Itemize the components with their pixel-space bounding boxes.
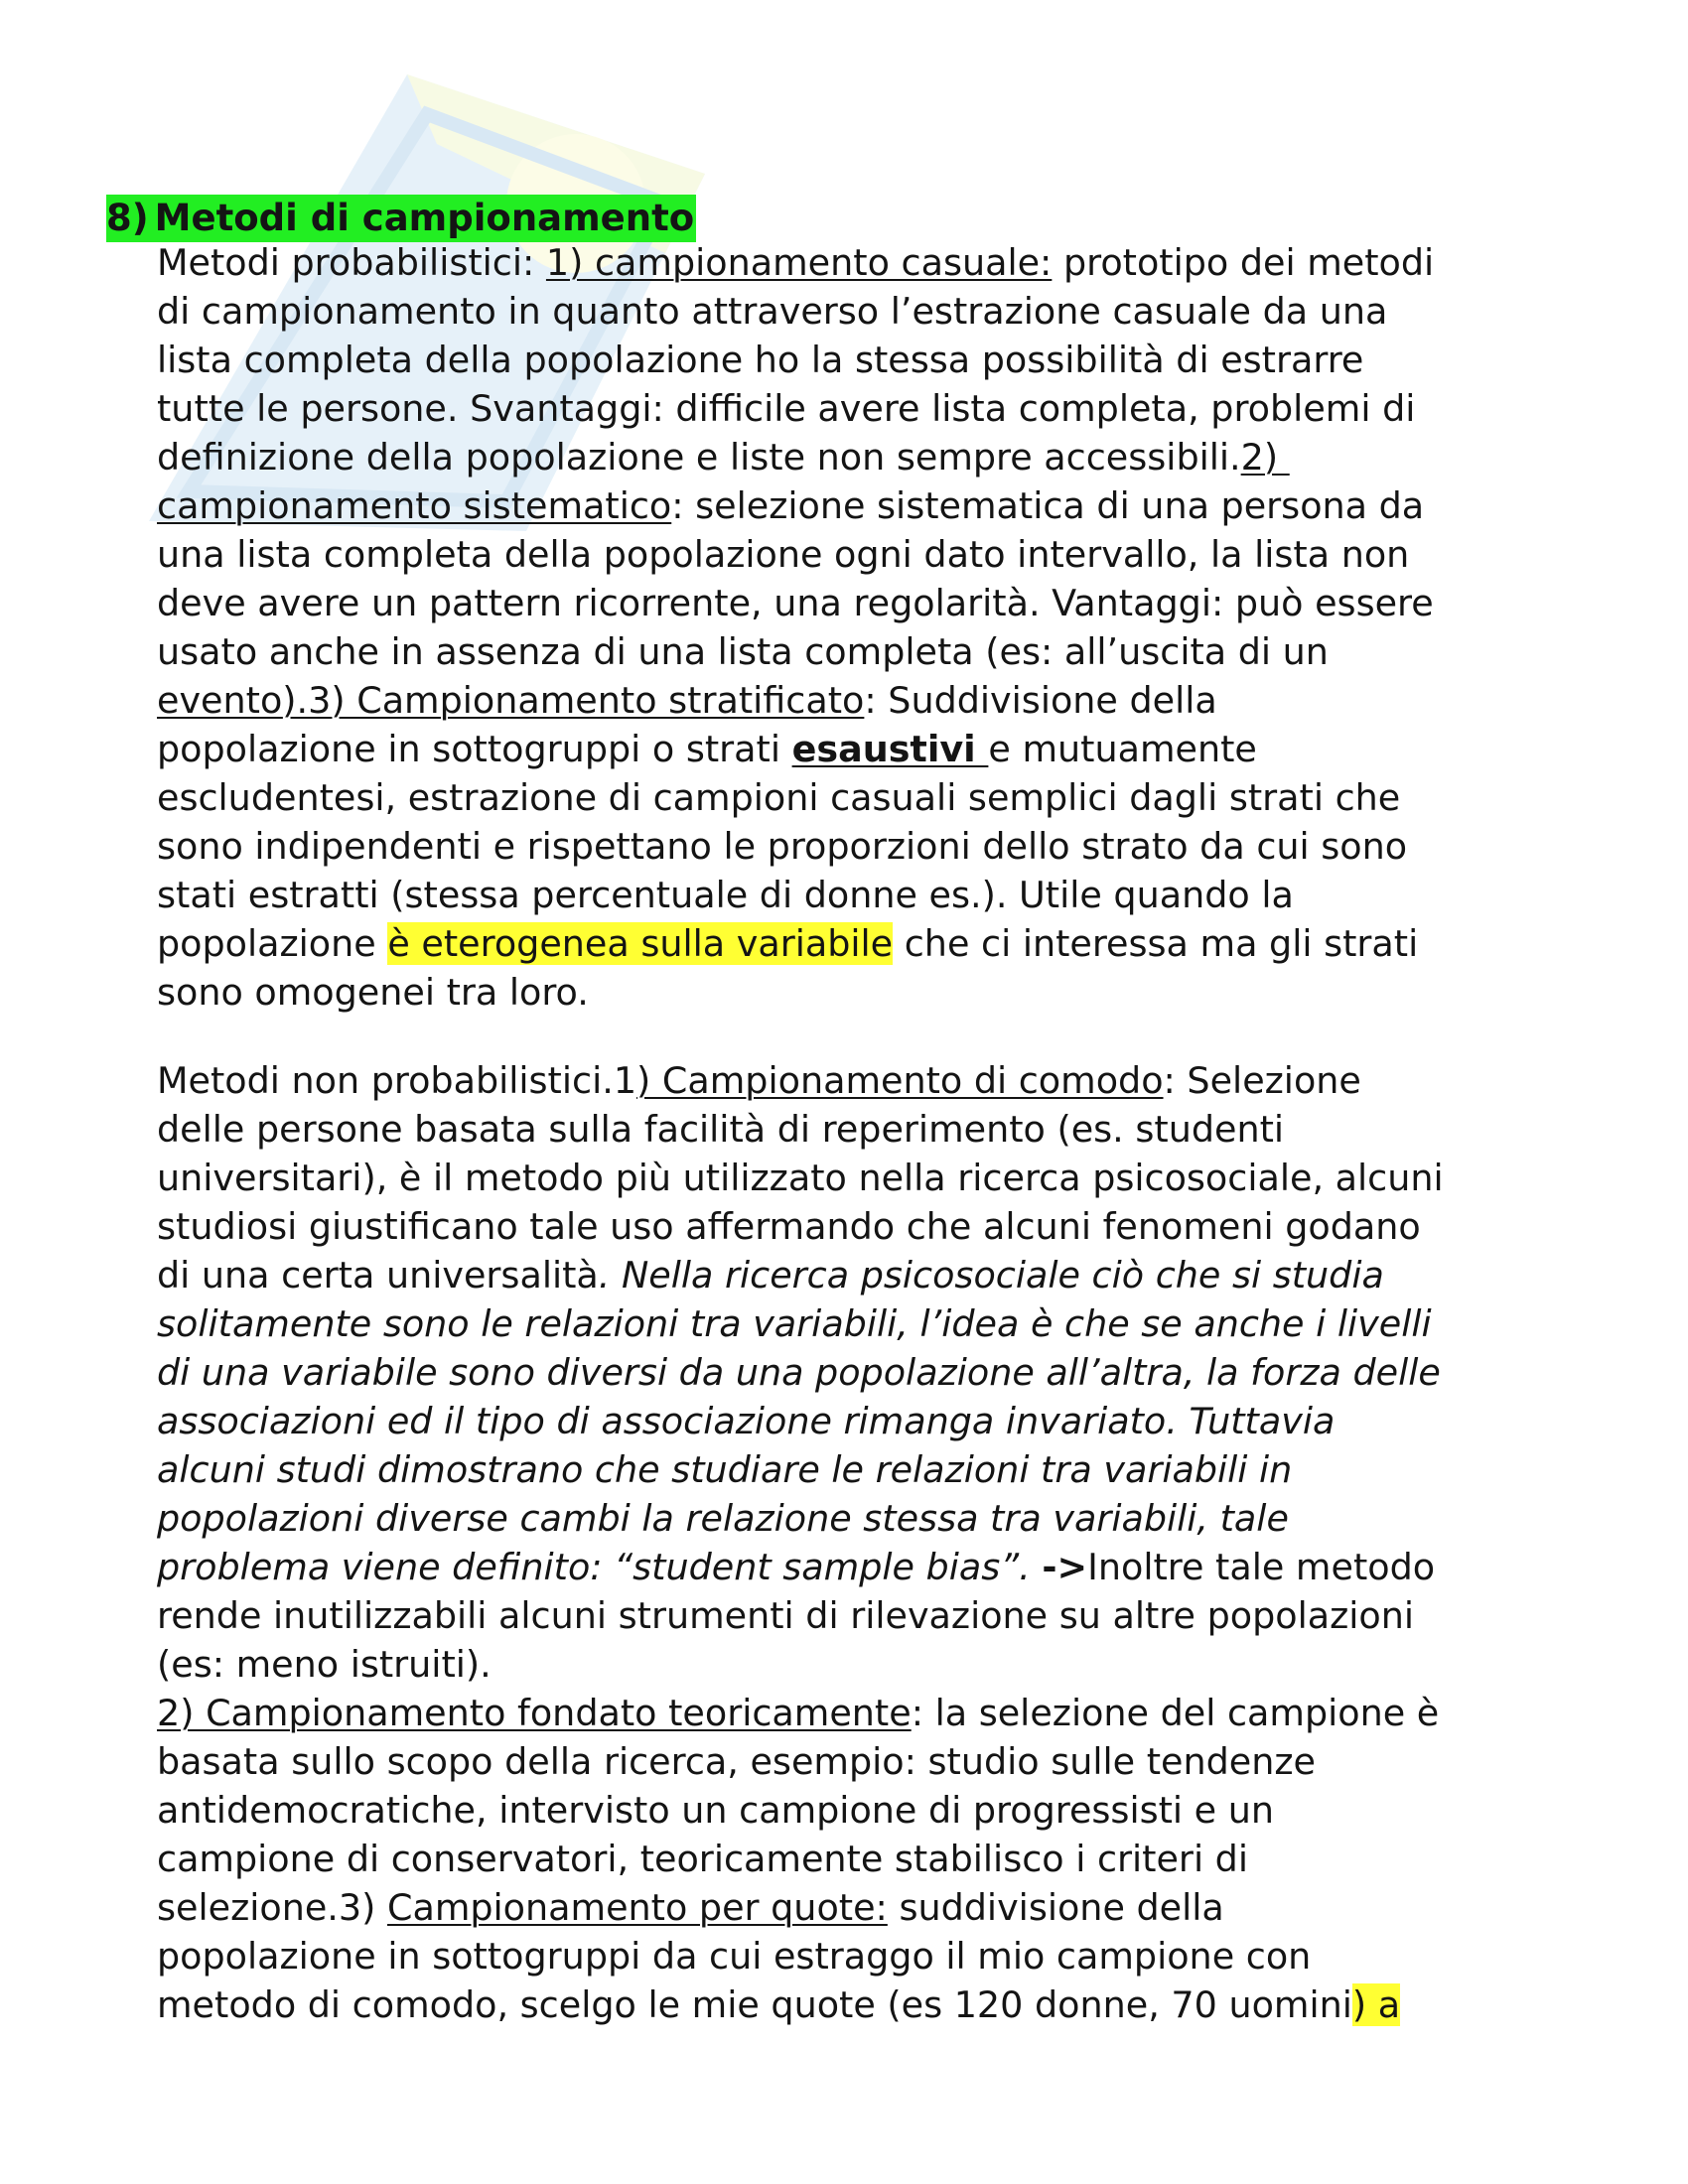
text-line: problema viene definito: “student sample bias”. ->Inoltre tale metodo <box>157 1546 1436 1588</box>
text-line: alcuni studi dimostrano che studiare le relazioni tra variabili in <box>157 1448 1293 1491</box>
text-line: una lista completa della popolazione ogni dato intervallo, la lista non <box>157 533 1410 576</box>
text-line: solitamente sono le relazioni tra variabili, l’idea è che se anche i livelli <box>157 1302 1432 1345</box>
text-line: sono omogenei tra loro. <box>157 971 589 1014</box>
text-line: studiosi giustificano tale uso affermando che alcuni fenomeni godano <box>157 1205 1421 1248</box>
highlighted-text: ) a <box>1351 1983 1401 2026</box>
text-line: basata sullo scopo della ricerca, esempio: studio sulle tendenze <box>157 1740 1316 1783</box>
text-line: di una certa universalità. Nella ricerca psicosociale ciò che si studia <box>157 1254 1384 1297</box>
text-line: (es: meno istruiti). <box>157 1643 492 1686</box>
text-line: popolazione è eterogenea sulla variabile che ci interessa ma gli strati <box>157 922 1419 965</box>
text-line: popolazioni diverse cambi la relazione stessa tra variabili, tale <box>157 1497 1289 1540</box>
paragraph-probabilistic-methods <box>157 238 1547 1017</box>
text-line: stati estratti (stessa percentuale di donne es.). Utile quando la <box>157 874 1294 916</box>
document-body <box>157 238 1547 2029</box>
highlighted-text: è eterogenea sulla variabile <box>387 922 894 965</box>
text-line: Metodi probabilistici: 1) campionamento casuale: prototipo dei metodi <box>157 241 1435 284</box>
text-line: tutte le persone. Svantaggi: difficile avere lista completa, problemi di <box>157 387 1416 430</box>
section-title: Metodi di campionamento <box>155 195 697 242</box>
text-line: campione di conservatori, teoricamente stabilisco i criteri di <box>157 1838 1248 1880</box>
text-line: di campionamento in quanto attraverso l’estrazione casuale da una <box>157 290 1388 333</box>
text-line: deve avere un pattern ricorrente, una regolarità. Vantaggi: può essere <box>157 582 1434 624</box>
text-line: campionamento sistematico: selezione sistematica di una persona da <box>157 484 1425 527</box>
text-line: evento).3) Campionamento stratificato: Suddivisione della <box>157 679 1217 722</box>
text-line: di una variabile sono diversi da una popolazione all’altra, la forza delle <box>157 1351 1441 1394</box>
text-line: associazioni ed il tipo di associazione rimanga invariato. Tuttavia <box>157 1400 1336 1442</box>
text-line: 2) Campionamento fondato teoricamente: la selezione del campione è <box>157 1692 1440 1734</box>
section-number: 8) <box>106 195 155 242</box>
text-line: popolazione in sottogruppi o strati esaustivi e mutuamente <box>157 728 1257 770</box>
text-line: antidemocratiche, intervisto un campione di progressisti e un <box>157 1789 1274 1832</box>
text-line: definizione della popolazione e liste non sempre accessibili.2) <box>157 436 1290 478</box>
text-line: universitari), è il metodo più utilizzato nella ricerca psicosociale, alcuni <box>157 1157 1444 1199</box>
text-line: rende inutilizzabili alcuni strumenti di rilevazione su altre popolazioni <box>157 1594 1414 1637</box>
text-line: usato anche in assenza di una lista completa (es: all’uscita di un <box>157 630 1329 673</box>
text-line: delle persone basata sulla facilità di reperimento (es. studenti <box>157 1108 1285 1151</box>
text-line: metodo di comodo, scelgo le mie quote (es 120 donne, 70 uomini) a <box>157 1983 1401 2026</box>
text-line: selezione.3) Campionamento per quote: suddivisione della <box>157 1886 1224 1929</box>
section-heading <box>106 195 696 242</box>
text-line: escludentesi, estrazione di campioni casuali semplici dagli strati che <box>157 776 1401 819</box>
text-line: popolazione in sottogruppi da cui estraggo il mio campione con <box>157 1935 1312 1978</box>
paragraph-non-probabilistic-methods <box>157 1056 1547 2029</box>
text-line: sono indipendenti e rispettano le proporzioni dello strato da cui sono <box>157 825 1408 868</box>
text-line: Metodi non probabilistici.1) Campionamento di comodo: Selezione <box>157 1059 1361 1102</box>
text-line: lista completa della popolazione ho la stessa possibilità di estrarre <box>157 339 1364 381</box>
